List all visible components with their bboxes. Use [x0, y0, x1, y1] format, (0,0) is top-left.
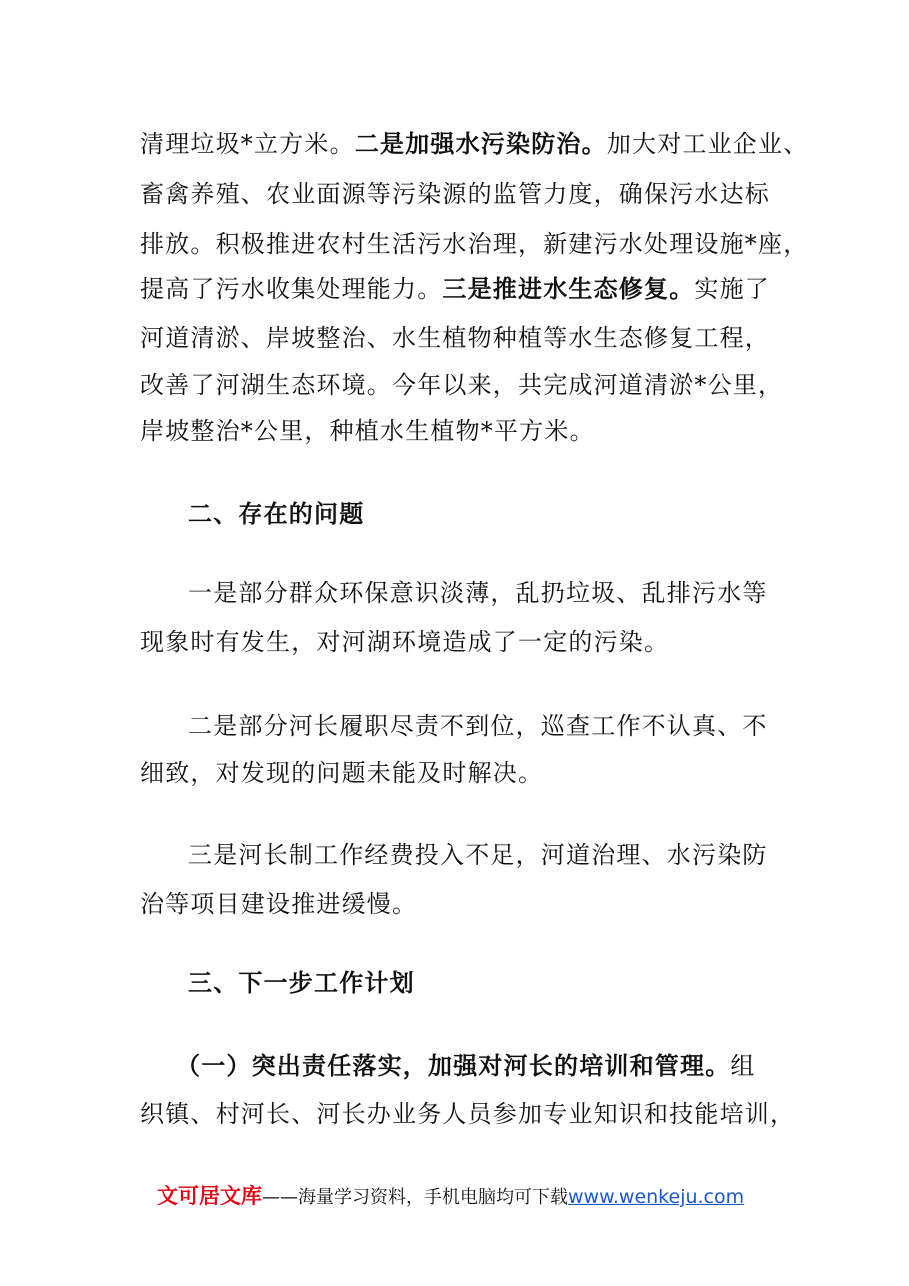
paragraph-line: 河道清淤、岸坡整治、水生植物种植等水生态修复工程，: [140, 324, 770, 352]
paragraph-line: 细致，对发现的问题未能及时解决。: [140, 759, 544, 787]
bold-phrase: 二是加强水污染防治。: [354, 129, 607, 158]
text-run: 实施了: [694, 275, 771, 303]
footer-banner: [157, 1182, 744, 1212]
paragraph-line: 二是部分河长履职尽责不到位，巡查工作不认真、不: [188, 712, 768, 740]
section-heading: 二、存在的问题: [188, 499, 365, 528]
text-run: 提高了污水收集处理能力。: [140, 275, 443, 303]
text-run: 加大对工业企业、: [606, 130, 809, 158]
paragraph-line: 三是河长制工作经费投入不足，河道治理、水污染防: [188, 841, 768, 869]
brand-name: 文可居文库: [157, 1184, 262, 1208]
paragraph-line: 排放。积极推进农村生活污水治理，新建污水处理设施*座，: [140, 230, 809, 258]
paragraph-line: 现象时有发生，对河湖环境造成了一定的污染。: [140, 628, 670, 656]
website-link[interactable]: www.wenkeju.com: [568, 1186, 745, 1208]
paragraph-line: 畜禽养殖、农业面源等污染源的监管力度，确保污水达标: [140, 180, 770, 208]
paragraph-line: 岸坡整治*公里，种植水生植物*平方米。: [140, 417, 595, 445]
paragraph-line: 一是部分群众环保意识淡薄，乱扔垃圾、乱排污水等: [188, 579, 768, 607]
subheading-bold: （一）突出责任落实，加强对河长的培训和管理。: [176, 1051, 731, 1080]
text-run: 组: [730, 1052, 756, 1080]
paragraph-line: 织镇、村河长、河长办业务人员参加专业知识和技能培训，: [140, 1100, 796, 1128]
section-heading: 三、下一步工作计划: [188, 968, 415, 997]
paragraph-line: 治等项目建设推进缓慢。: [140, 890, 418, 918]
text-run: 清理垃圾*立方米。: [140, 130, 355, 158]
footer-tagline: ——海量学习资料，手机电脑均可下载: [262, 1187, 568, 1208]
paragraph-line: [176, 1050, 756, 1082]
paragraph-line: [140, 273, 770, 305]
paragraph-line: [140, 128, 808, 160]
paragraph-line: 改善了河湖生态环境。今年以来，共完成河道清淤*公里，: [140, 371, 784, 399]
bold-phrase: 三是推进水生态修复。: [442, 274, 695, 303]
